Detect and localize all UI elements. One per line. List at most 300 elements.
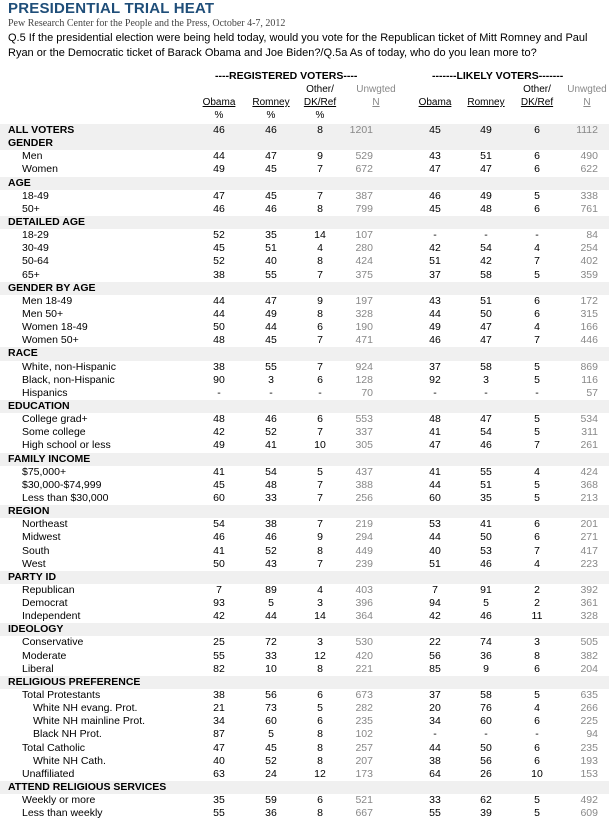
rv-dkref-cell: 3	[317, 636, 323, 649]
rv-obama-cell: 48	[213, 413, 225, 426]
section-header-row	[0, 216, 609, 229]
lv-dkref-cell: 6	[534, 307, 540, 320]
lv-romney-cell: 42	[480, 255, 492, 268]
rv-dkref-cell: 8	[317, 307, 323, 320]
lv-n-cell: 235	[580, 741, 598, 754]
rv-obama-pct: %	[214, 110, 224, 121]
lv-romney-cell: 60	[480, 715, 492, 728]
rv-romney-cell: 3	[268, 373, 274, 386]
rv-romney-cell: 55	[265, 360, 277, 373]
lv-romney-cell: -	[484, 728, 488, 741]
rv-dkref-cell: 7	[317, 163, 323, 176]
row-label: White NH evang. Prot.	[33, 702, 138, 715]
rv-obama-header: Obama	[202, 97, 236, 108]
rv-dkref-cell: 8	[317, 544, 323, 557]
rv-n-cell: 219	[355, 518, 373, 531]
lv-dkref-cell: 6	[534, 754, 540, 767]
rv-n-cell: 239	[355, 557, 373, 570]
rv-obama-cell: 42	[213, 426, 225, 439]
lv-dkref-cell: 6	[534, 202, 540, 215]
lv-n-header: N	[583, 97, 591, 108]
lv-obama-cell: 22	[429, 636, 441, 649]
rv-romney-cell: 51	[265, 242, 277, 255]
section-header-row	[0, 400, 609, 413]
rv-romney-cell: 47	[265, 294, 277, 307]
section-header-row	[0, 623, 609, 636]
lv-n-cell: 402	[580, 255, 598, 268]
rv-obama-cell: 38	[213, 268, 225, 281]
rv-n-cell: 388	[355, 478, 373, 491]
section-header-row	[0, 177, 609, 190]
rv-romney-cell: 49	[265, 307, 277, 320]
lv-dkref-cell: 5	[534, 689, 540, 702]
rv-n-cell: 280	[355, 242, 373, 255]
rv-dkref-cell: 14	[314, 229, 326, 242]
lv-obama-cell: 37	[429, 268, 441, 281]
lv-romney-header: Romney	[467, 97, 505, 108]
lv-dkref-cell: 4	[534, 702, 540, 715]
rv-romney-cell: 72	[265, 636, 277, 649]
rv-n-cell: 553	[355, 413, 373, 426]
row-label: 50+	[22, 202, 40, 215]
lv-n-cell: 201	[580, 518, 598, 531]
lv-obama-cell: 37	[429, 689, 441, 702]
row-label: Democrat	[22, 597, 68, 610]
table-row	[0, 518, 609, 531]
rv-dkref-cell: 10	[314, 439, 326, 452]
section-label: AGE	[8, 176, 31, 189]
rv-obama-cell: 48	[213, 334, 225, 347]
row-label: Moderate	[22, 649, 67, 662]
lv-dkref-cell: 6	[534, 163, 540, 176]
row-label: Women	[22, 163, 58, 176]
lv-dkref-cell: 5	[534, 189, 540, 202]
lv-dkref-cell: 6	[534, 531, 540, 544]
lv-romney-cell: 50	[480, 741, 492, 754]
lv-romney-cell: 56	[480, 754, 492, 767]
row-label: High school or less	[22, 439, 111, 452]
rv-dkref-cell: 9	[317, 150, 323, 163]
lv-obama-header: Obama	[418, 97, 452, 108]
rv-dkref-cell: 9	[317, 294, 323, 307]
lv-dkref-cell: 6	[534, 294, 540, 307]
row-label: White, non-Hispanic	[22, 360, 116, 373]
section-header-row	[0, 505, 609, 518]
rv-romney-cell: 46	[265, 124, 277, 136]
results-table	[0, 124, 609, 820]
lv-dkref-cell: -	[535, 229, 539, 242]
lv-dkref-cell: -	[535, 728, 539, 741]
lv-dkref-cell: 10	[531, 767, 543, 780]
rv-n-cell: 102	[355, 728, 373, 741]
table-row	[0, 242, 609, 255]
table-row	[0, 466, 609, 479]
lv-dkref-cell: 5	[534, 413, 540, 426]
rv-dkref-cell: -	[318, 386, 322, 399]
lv-romney-cell: 26	[480, 767, 492, 780]
rv-n-cell: 529	[355, 150, 373, 163]
rv-dkref-cell: 8	[317, 662, 323, 675]
lv-dkref-cell: 4	[534, 321, 540, 334]
table-row	[0, 558, 609, 571]
lv-dkref-cell: 4	[534, 465, 540, 478]
lv-obama-cell: 44	[429, 741, 441, 754]
section-label: ATTEND RELIGIOUS SERVICES	[8, 781, 167, 794]
rv-obama-cell: 55	[213, 807, 225, 820]
rv-n-cell: 282	[355, 702, 373, 715]
rv-n-cell: 197	[355, 294, 373, 307]
lv-obama-cell: 44	[429, 531, 441, 544]
rv-romney-cell: 48	[265, 478, 277, 491]
rv-dkref-cell: 7	[317, 518, 323, 531]
lv-obama-cell: 37	[429, 360, 441, 373]
table-row	[0, 229, 609, 242]
lv-obama-cell: 46	[429, 334, 441, 347]
rv-n-cell: 530	[355, 636, 373, 649]
rv-dkref-cell: 6	[317, 413, 323, 426]
lv-romney-cell: 50	[480, 307, 492, 320]
lv-n-cell: 361	[580, 597, 598, 610]
rv-n-cell: 221	[355, 662, 373, 675]
lv-n-cell: 193	[580, 754, 598, 767]
lv-n-cell: 635	[580, 689, 598, 702]
rv-romney-cell: 24	[265, 767, 277, 780]
lv-obama-cell: 94	[429, 597, 441, 610]
lv-n-cell: 204	[580, 662, 598, 675]
rv-obama-cell: 55	[213, 649, 225, 662]
row-label: 30-49	[22, 242, 49, 255]
lv-romney-cell: 51	[480, 478, 492, 491]
section-label: DETAILED AGE	[8, 215, 86, 228]
section-header-row	[0, 282, 609, 295]
rv-n-cell: 799	[355, 202, 373, 215]
lv-obama-cell: 51	[429, 557, 441, 570]
rv-dkref-cell: 8	[317, 202, 323, 215]
question-text: Q.5 If the presidential election were being held today, would you vote for the Republican ticket of Mitt Romney and Paul Ryan or the Democratic ticket of Barack Obama and Joe Biden?/Q.5a As of today, who do you lean more to?	[8, 32, 588, 59]
lv-obama-cell: 45	[429, 202, 441, 215]
section-header-row	[0, 137, 609, 150]
lv-romney-cell: 49	[480, 124, 492, 136]
lv-dkref-cell: 5	[534, 794, 540, 807]
rv-romney-cell: 36	[265, 807, 277, 820]
lv-n-cell: 311	[581, 426, 598, 439]
rv-dkref-cell: 5	[317, 702, 323, 715]
rv-n-cell: 337	[355, 426, 373, 439]
row-label: South	[22, 544, 50, 557]
rv-n-cell: 190	[355, 321, 373, 334]
rv-dkref-cell: 6	[317, 689, 323, 702]
rv-n-cell: 328	[355, 307, 373, 320]
rv-n-cell: 449	[355, 544, 373, 557]
rv-n-cell: 667	[355, 807, 373, 820]
rv-dkref-cell: 7	[317, 189, 323, 202]
rv-obama-cell: 46	[213, 531, 225, 544]
lv-dkref-cell: 5	[534, 491, 540, 504]
rv-obama-cell: 87	[213, 728, 225, 741]
lv-obama-cell: -	[433, 229, 437, 242]
rv-obama-cell: 41	[213, 544, 225, 557]
rv-dkref-cell: 12	[314, 767, 326, 780]
table-row	[0, 124, 609, 137]
rv-romney-cell: 56	[265, 689, 277, 702]
rv-romney-cell: 35	[265, 229, 277, 242]
row-label: White NH Cath.	[33, 754, 106, 767]
lv-obama-cell: 38	[429, 754, 441, 767]
rv-n-cell: 521	[355, 794, 373, 807]
lv-n-cell: 622	[580, 163, 598, 176]
table-row	[0, 689, 609, 702]
row-label: Men 50+	[22, 307, 64, 320]
lv-n-cell: 315	[580, 307, 598, 320]
rv-romney-cell: 33	[265, 491, 277, 504]
lv-romney-cell: 49	[480, 189, 492, 202]
lv-romney-cell: 47	[480, 334, 492, 347]
lv-romney-cell: -	[484, 229, 488, 242]
table-row	[0, 584, 609, 597]
lv-dkref-cell: 7	[534, 334, 540, 347]
lv-n-cell: 869	[580, 360, 598, 373]
lv-romney-cell: -	[484, 386, 488, 399]
lv-dkref-cell: 7	[534, 544, 540, 557]
lv-dkref-cell: 5	[534, 373, 540, 386]
rv-n-cell: 924	[355, 360, 373, 373]
lv-dkref-cell: 2	[534, 583, 540, 596]
lv-n-cell: 368	[580, 478, 598, 491]
lv-n-cell: 492	[580, 794, 598, 807]
section-header-row	[0, 453, 609, 466]
lv-n-cell: 254	[580, 242, 598, 255]
rv-obama-cell: 45	[213, 242, 225, 255]
rv-romney-cell: 38	[265, 518, 277, 531]
rv-obama-cell: 34	[213, 715, 225, 728]
rv-n-cell: 294	[355, 531, 373, 544]
lv-obama-cell: 48	[429, 413, 441, 426]
lv-dkref-cell: 6	[534, 662, 540, 675]
section-label: EDUCATION	[8, 399, 70, 412]
rv-obama-cell: 93	[213, 597, 225, 610]
rv-obama-cell: 49	[213, 439, 225, 452]
rv-obama-cell: 40	[213, 754, 225, 767]
section-header-row	[0, 676, 609, 689]
lv-n-cell: 271	[580, 531, 598, 544]
lv-unwgtd-header: Unwgted	[567, 84, 607, 95]
lv-obama-cell: -	[433, 386, 437, 399]
table-row	[0, 413, 609, 426]
rv-obama-cell: 49	[213, 163, 225, 176]
lv-romney-cell: 91	[480, 583, 492, 596]
rv-dkref-cell: 8	[317, 255, 323, 268]
lv-dkref-cell: 4	[534, 557, 540, 570]
rv-romney-cell: 54	[265, 465, 277, 478]
rv-dkref-cell: 8	[317, 728, 323, 741]
table-row	[0, 755, 609, 768]
page-title: PRESIDENTIAL TRIAL HEAT	[8, 0, 215, 17]
lv-romney-cell: 48	[480, 202, 492, 215]
lv-romney-cell: 54	[480, 242, 492, 255]
rv-dkref-cell: 7	[317, 478, 323, 491]
lv-obama-cell: 43	[429, 150, 441, 163]
lv-dkref-cell: 6	[534, 518, 540, 531]
rv-obama-cell: -	[217, 386, 221, 399]
lv-n-cell: 417	[580, 544, 598, 557]
row-label: $75,000+	[22, 465, 67, 478]
lv-obama-cell: 60	[429, 491, 441, 504]
rv-n-cell: 403	[355, 583, 373, 596]
rv-obama-cell: 44	[213, 150, 225, 163]
section-label: IDEOLOGY	[8, 623, 64, 636]
row-label: White NH mainline Prot.	[33, 715, 146, 728]
table-row	[0, 768, 609, 781]
lv-obama-cell: 47	[429, 439, 441, 452]
rv-romney-cell: 47	[265, 150, 277, 163]
table-row	[0, 269, 609, 282]
table-row	[0, 807, 609, 820]
lv-romney-cell: 36	[480, 649, 492, 662]
lv-n-cell: 172	[580, 294, 598, 307]
rv-obama-cell: 7	[216, 583, 222, 596]
rv-n-cell: 364	[355, 610, 373, 623]
lv-n-cell: 609	[580, 807, 598, 820]
rv-romney-cell: 45	[265, 163, 277, 176]
lv-romney-cell: 55	[480, 465, 492, 478]
lv-romney-cell: 53	[480, 544, 492, 557]
table-row	[0, 308, 609, 321]
rv-n-cell: 672	[355, 163, 373, 176]
rv-dkref-cell: 4	[317, 242, 323, 255]
rv-obama-cell: 21	[213, 702, 225, 715]
lv-n-cell: 382	[580, 649, 598, 662]
lv-other-header: Other/	[523, 84, 551, 95]
rv-n-cell: 207	[355, 754, 373, 767]
rv-romney-cell: 46	[265, 413, 277, 426]
lv-obama-cell: 34	[429, 715, 441, 728]
row-label: Black, non-Hispanic	[22, 373, 115, 386]
lv-n-cell: 328	[580, 610, 598, 623]
lv-obama-cell: 7	[432, 583, 438, 596]
rv-romney-cell: 55	[265, 268, 277, 281]
rv-obama-cell: 90	[213, 373, 225, 386]
lv-obama-cell: 40	[429, 544, 441, 557]
lv-obama-cell: 56	[429, 649, 441, 662]
table-row	[0, 492, 609, 505]
section-label: GENDER BY AGE	[8, 281, 96, 294]
lv-romney-cell: 47	[480, 321, 492, 334]
rv-romney-cell: 59	[265, 794, 277, 807]
lv-romney-cell: 51	[480, 294, 492, 307]
rv-dkref-cell: 7	[317, 334, 323, 347]
row-label: Women 18-49	[22, 321, 88, 334]
rv-dkref-cell: 7	[317, 360, 323, 373]
table-row	[0, 728, 609, 741]
rv-dkref-cell: 7	[317, 426, 323, 439]
rv-romney-cell: 10	[265, 662, 277, 675]
lv-n-cell: 94	[586, 728, 598, 741]
lv-n-cell: 761	[580, 202, 598, 215]
table-row	[0, 439, 609, 452]
table-row	[0, 387, 609, 400]
lv-obama-cell: -	[433, 728, 437, 741]
rv-obama-cell: 82	[213, 662, 225, 675]
lv-obama-cell: 33	[429, 794, 441, 807]
row-label: Conservative	[22, 636, 84, 649]
table-row	[0, 531, 609, 544]
lv-dkref-cell: 11	[531, 610, 543, 623]
row-label: College grad+	[22, 413, 88, 426]
lv-obama-cell: 55	[429, 807, 441, 820]
lv-romney-cell: 58	[480, 268, 492, 281]
lv-n-cell: 166	[580, 321, 598, 334]
rv-obama-cell: 47	[213, 741, 225, 754]
lv-romney-cell: 5	[483, 597, 489, 610]
section-label: RACE	[8, 347, 38, 360]
section-label: FAMILY INCOME	[8, 452, 91, 465]
rv-n-cell: 424	[355, 255, 373, 268]
lv-n-cell: 490	[580, 150, 598, 163]
rv-n-cell: 375	[355, 268, 373, 281]
section-header-row	[0, 571, 609, 584]
lv-dkref-cell: 6	[534, 741, 540, 754]
registered-voters-group-header: ----REGISTERED VOTERS----	[215, 70, 358, 82]
table-row	[0, 255, 609, 268]
rv-romney-pct: %	[266, 110, 276, 121]
rv-romney-cell: 33	[265, 649, 277, 662]
table-row	[0, 545, 609, 558]
row-label: Women 50+	[22, 334, 79, 347]
table-row	[0, 597, 609, 610]
row-label: Men	[22, 150, 43, 163]
rv-n-cell: 128	[355, 373, 373, 386]
lv-n-cell: 534	[580, 413, 598, 426]
rv-obama-cell: 46	[213, 124, 225, 136]
table-row	[0, 374, 609, 387]
row-label: Less than weekly	[22, 807, 103, 820]
lv-obama-cell: 42	[429, 610, 441, 623]
lv-romney-cell: 3	[483, 373, 489, 386]
lv-dkref-header: DK/Ref	[520, 97, 554, 108]
rv-n-cell: 257	[355, 741, 373, 754]
rv-n-cell: 471	[355, 334, 373, 347]
lv-obama-cell: 92	[429, 373, 441, 386]
rv-romney-cell: 46	[265, 202, 277, 215]
rv-n-cell: 256	[355, 491, 373, 504]
rv-dkref-cell: 14	[314, 610, 326, 623]
lv-n-cell: 153	[580, 767, 598, 780]
lv-obama-cell: 41	[429, 465, 441, 478]
lv-n-cell: 57	[586, 386, 598, 399]
section-label: REGION	[8, 505, 50, 518]
lv-n-cell: 446	[580, 334, 598, 347]
rv-obama-cell: 50	[213, 321, 225, 334]
rv-obama-cell: 41	[213, 465, 225, 478]
row-label: 18-29	[22, 229, 49, 242]
lv-romney-cell: 47	[480, 413, 492, 426]
rv-dkref-cell: 8	[317, 754, 323, 767]
row-label: 18-49	[22, 189, 49, 202]
lv-romney-cell: 41	[480, 518, 492, 531]
lv-n-cell: 359	[580, 268, 598, 281]
row-label: Liberal	[22, 662, 54, 675]
lv-romney-cell: 46	[480, 557, 492, 570]
lv-dkref-cell: 4	[534, 242, 540, 255]
lv-dkref-cell: 6	[534, 124, 540, 136]
lv-n-cell: 213	[580, 491, 598, 504]
lv-romney-cell: 39	[480, 807, 492, 820]
table-row	[0, 203, 609, 216]
rv-obama-cell: 45	[213, 478, 225, 491]
table-row	[0, 663, 609, 676]
row-label: ALL VOTERS	[8, 124, 75, 136]
lv-romney-cell: 50	[480, 531, 492, 544]
